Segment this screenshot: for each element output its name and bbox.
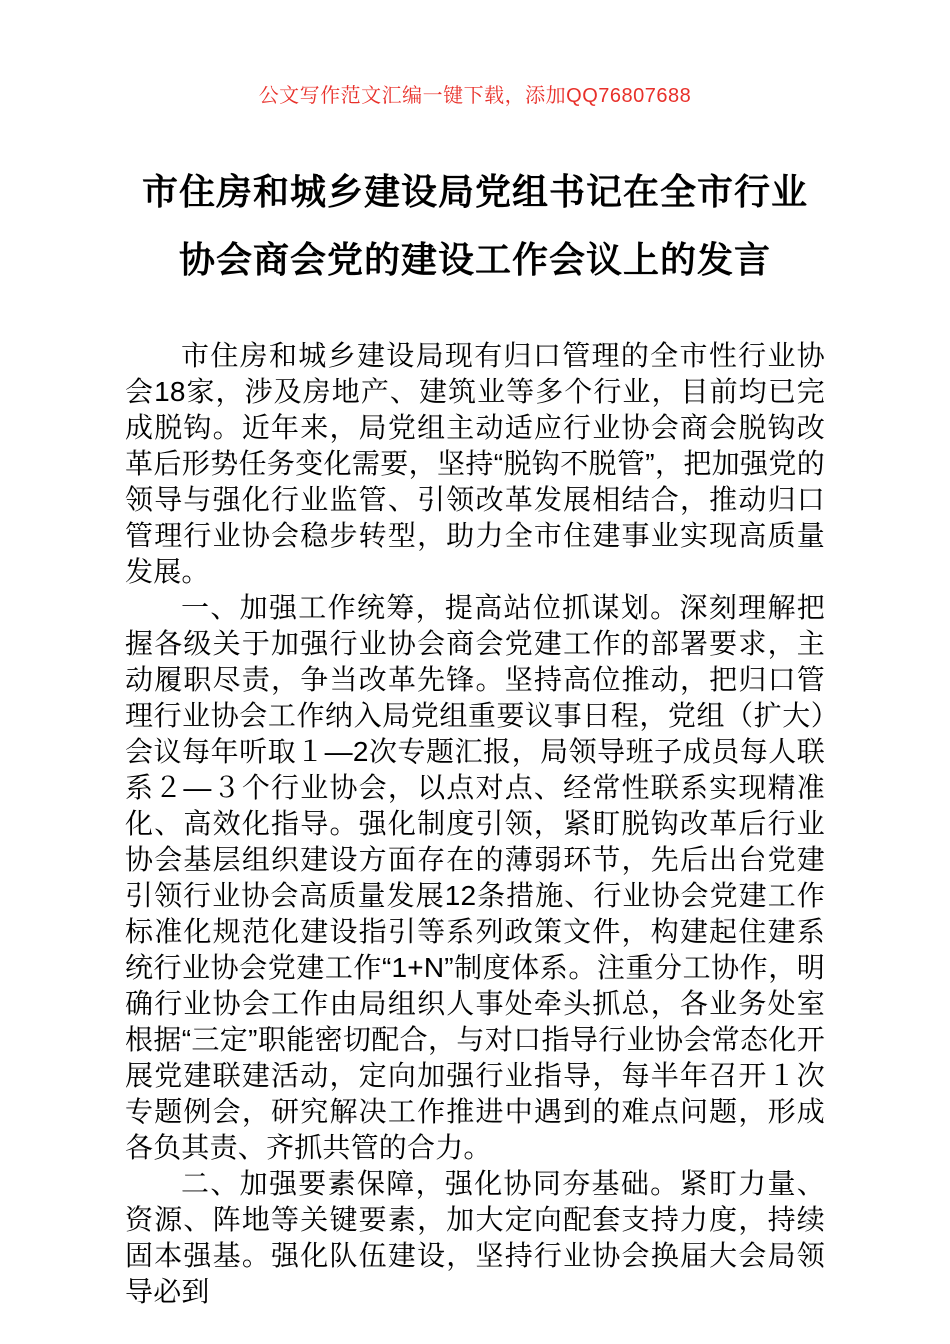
body-paragraph-section-2: 二、加强要素保障，强化协同夯基础。紧盯力量、资源、阵地等关键要素，加大定向配套支持力度，持续固本强基。强化队伍建设，坚持行业协会换届大会局领导必到 (125, 1168, 825, 1307)
document-title (65, 158, 885, 294)
body-paragraph-section-1: 一、加强工作统筹，提高站位抓谋划。深刻理解把握各级关于加强行业协会商会党建工作的部署要求，主动履职尽责，争当改革先锋。坚持高位推动，把归口管理行业协会工作纳入局党组重要议事日程，党组（扩大）会议每年听取１—2次专题汇报，局领导班子成员每人联系２—３个行业协会，以点对点、经常性联系实现精准化、高效化指导。强化制度引领，紧盯脱钩改革后行业协会基层组织建设方面存在的薄弱环节，先后出台党建引领行业协会高质量发展12条措施、行业协会党建工作标准化规范化建设指引等系列政策文件，构建起住建系统行业协会党建工作“1+N”制度体系。注重分工协作，明确行业协会工作由局组织人事处牵头抓总，各业务处室根据“三定”职能密切配合，与对口指导行业协会常态化开展党建联建活动，定向加强行业指导，每半年召开１次专题例会，研究解决工作推进中遇到的难点问题，形成各负其责、齐抓共管的合力。 (125, 592, 825, 1163)
body-paragraph-intro: 市住房和城乡建设局现有归口管理的全市性行业协会18家，涉及房地产、建筑业等多个行业，目前均已完成脱钩。近年来，局党组主动适应行业协会商会脱钩改革后形势任务变化需要，坚持“脱钩不脱管”，把加强党的领导与强化行业监管、引领改革发展相结合，推动归口管理行业协会稳步转型，助力全市住建事业实现高质量发展。 (125, 340, 825, 587)
document-title-line-2: 协会商会党的建设工作会议上的发言 (178, 239, 771, 280)
document-body (125, 338, 825, 1310)
document-title-line-1: 市住房和城乡建设局党组书记在全市行业 (141, 171, 808, 212)
header-notice: 公文写作范文汇编一键下载，添加QQ76807688 (258, 85, 692, 107)
